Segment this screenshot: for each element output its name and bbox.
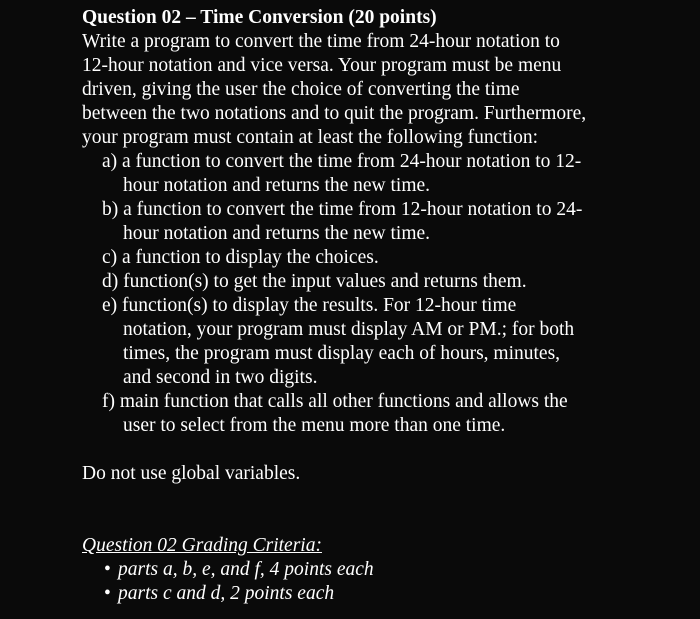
criteria-bullet-item xyxy=(82,582,692,606)
question-intro xyxy=(82,30,692,150)
requirement-line: hour notation and returns the new time. xyxy=(123,223,431,244)
intro-line: 12-hour notation and vice versa. Your program must be menu xyxy=(82,55,562,76)
question-title: Question 02 – Time Conversion (20 points) xyxy=(82,7,437,28)
requirement-line: f) main function that calls all other functions and allows the xyxy=(102,391,568,412)
requirement-item-e xyxy=(82,294,692,390)
criteria-bullet-text: parts c and d, 2 points each xyxy=(118,583,335,604)
intro-line: Write a program to convert the time from 24-hour notation to xyxy=(82,31,560,52)
requirements-list xyxy=(82,150,692,438)
section-spacer xyxy=(82,486,692,534)
requirement-line: e) function(s) to display the results. For 12-hour time xyxy=(102,295,517,316)
requirement-line: d) function(s) to get the input values and returns them. xyxy=(102,271,527,292)
requirement-line: times, the program must display each of hours, minutes, xyxy=(123,343,561,364)
requirement-item-a xyxy=(82,150,692,198)
requirement-item-d xyxy=(82,270,692,294)
requirement-item-c xyxy=(82,246,692,270)
intro-line: driven, giving the user the choice of converting the time xyxy=(82,79,520,100)
paragraph-spacer xyxy=(82,438,692,462)
requirement-line: a) a function to convert the time from 24-hour notation to 12- xyxy=(102,151,582,172)
requirement-line: and second in two digits. xyxy=(123,367,318,388)
global-variables-note: Do not use global variables. xyxy=(82,463,301,484)
requirement-line: c) a function to display the choices. xyxy=(102,247,379,268)
bullet-icon: • xyxy=(104,583,111,604)
requirement-line: notation, your program must display AM or PM.; for both xyxy=(123,319,575,340)
criteria-bullet-item xyxy=(82,558,692,582)
criteria-bullet-text: parts a, b, e, and f, 4 points each xyxy=(118,559,374,580)
grading-criteria-heading: Question 02 Grading Criteria: xyxy=(82,535,322,556)
requirement-item-b xyxy=(82,198,692,246)
bullet-icon: • xyxy=(104,559,111,580)
question-document xyxy=(82,6,692,606)
grading-criteria xyxy=(82,534,692,606)
requirement-line: hour notation and returns the new time. xyxy=(123,175,431,196)
requirement-item-f xyxy=(82,390,692,438)
requirement-line: b) a function to convert the time from 12-hour notation to 24- xyxy=(102,199,583,220)
requirement-line: user to select from the menu more than one time. xyxy=(123,415,506,436)
intro-line: your program must contain at least the following function: xyxy=(82,127,538,148)
intro-line: between the two notations and to quit the program. Furthermore, xyxy=(82,103,587,124)
